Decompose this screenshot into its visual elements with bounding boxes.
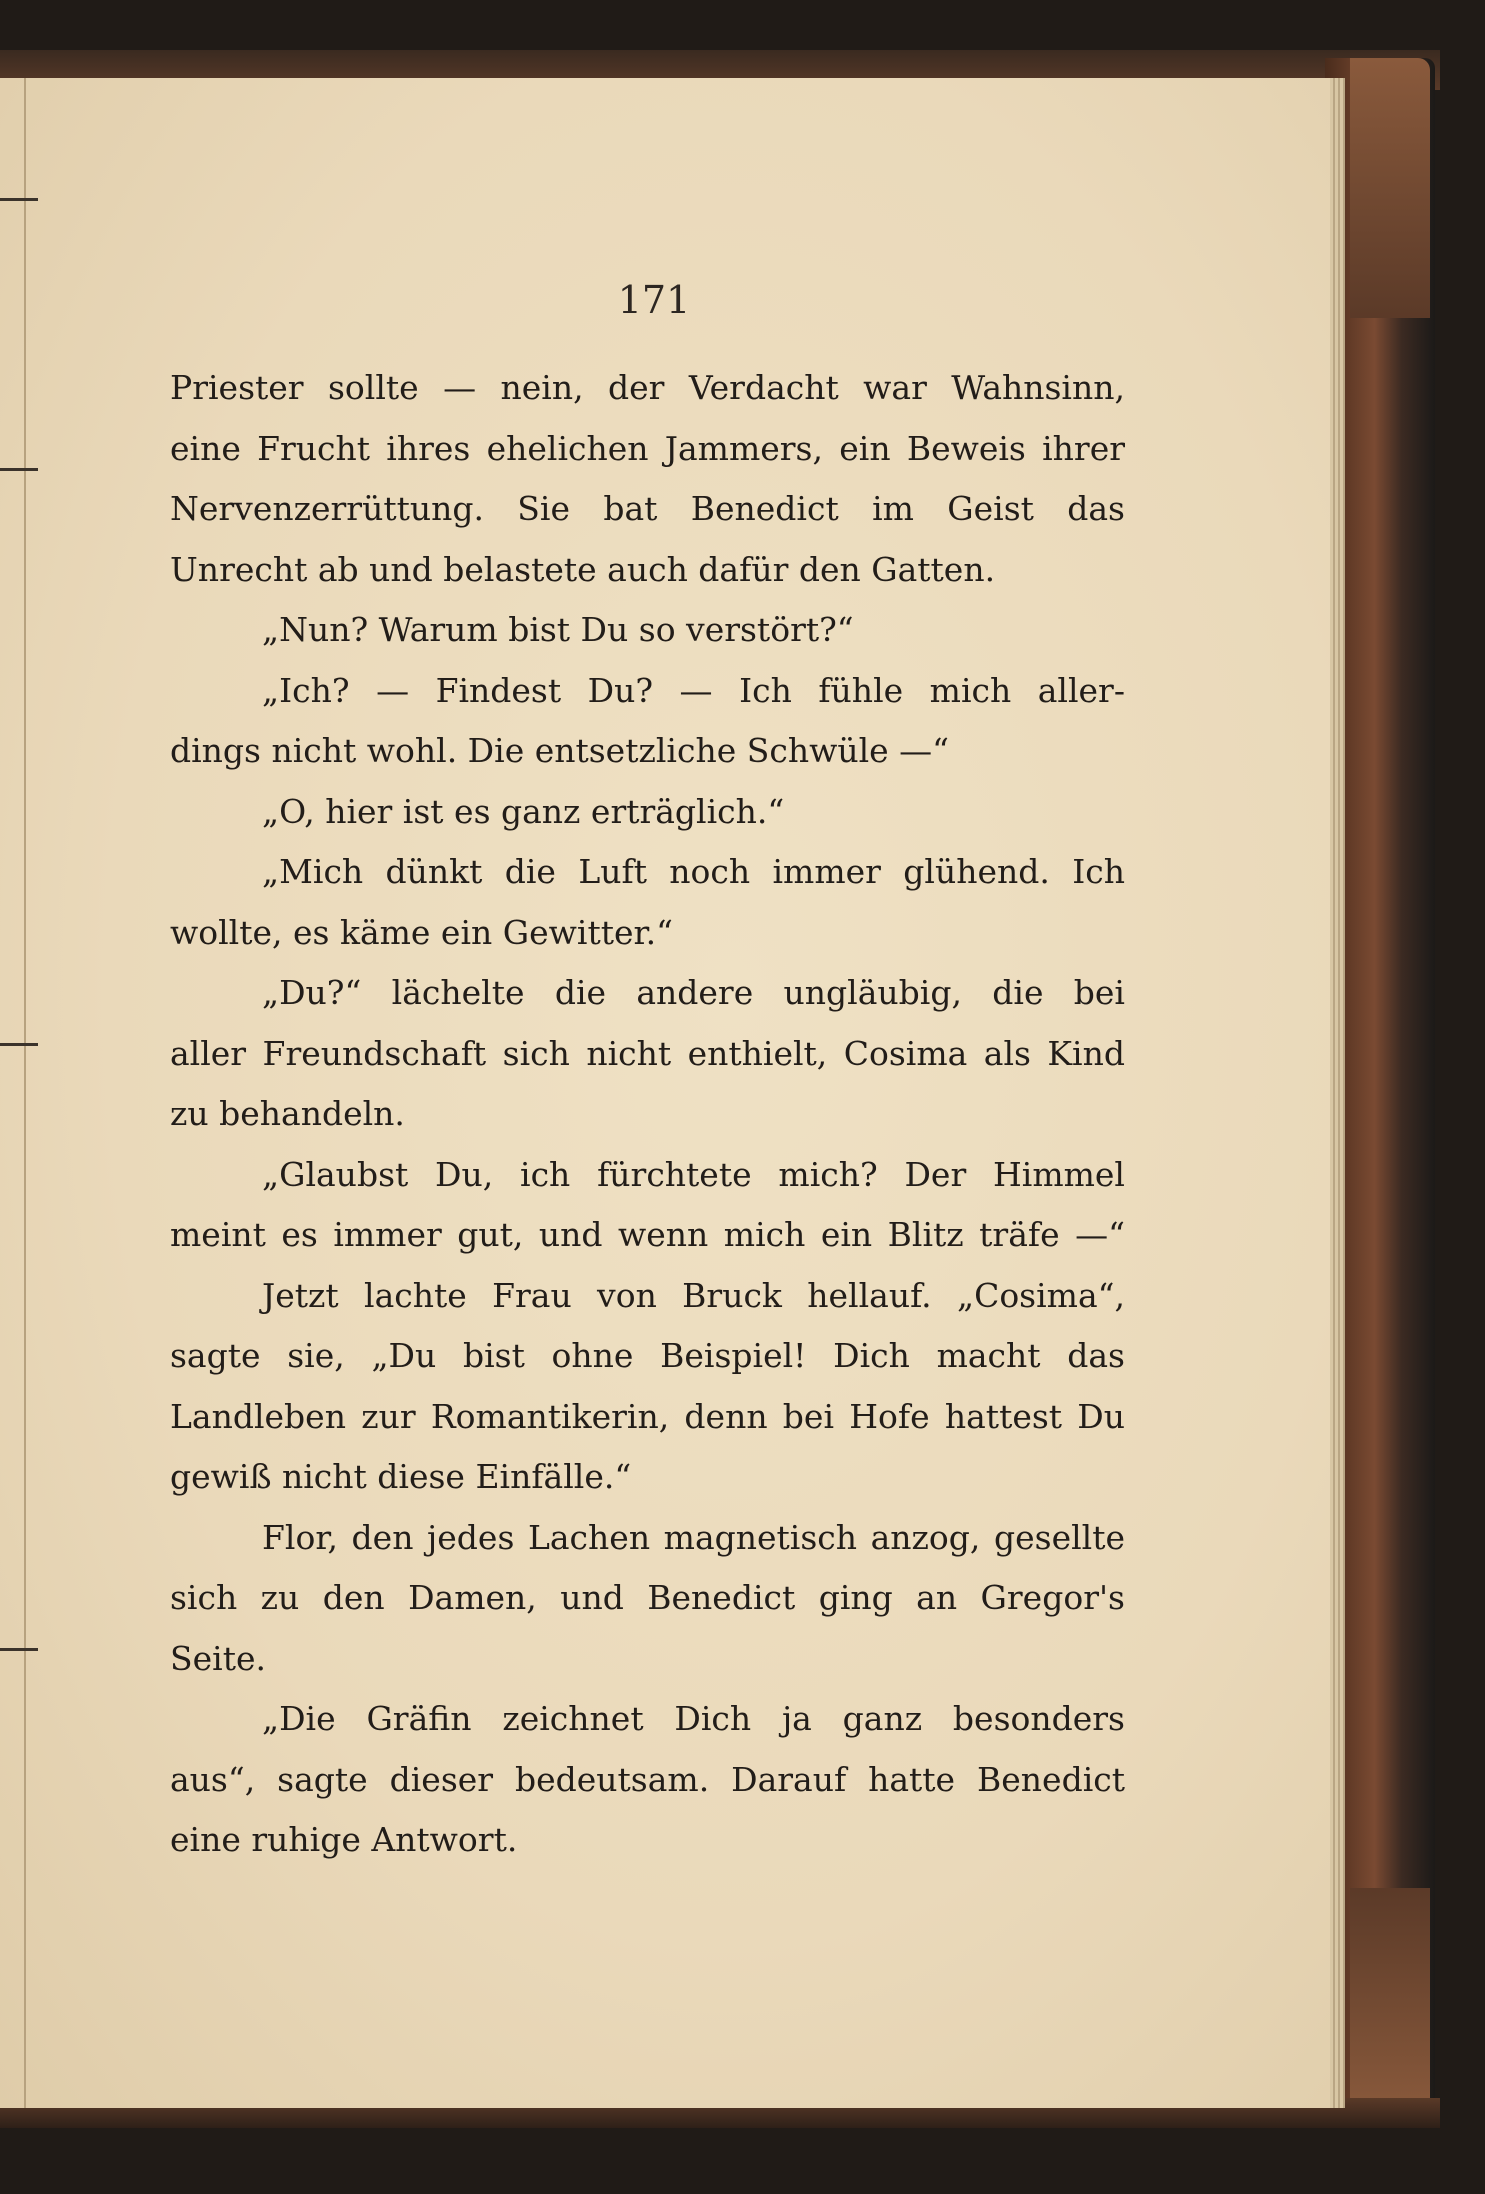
text-line: Priester sollte — nein, der Verdacht war Wahnsinn,: [170, 368, 1125, 407]
text-line: „O, hier ist es ganz erträglich.“: [262, 791, 785, 831]
gutter-mark: [0, 468, 38, 471]
text-line: Nervenzerrüttung. Sie bat Benedict im Geist das: [170, 489, 1125, 528]
text-line: gewiß nicht diese Einfälle.“: [170, 1457, 632, 1496]
text-line: Seite.: [170, 1638, 266, 1678]
text-line: dings nicht wohl. Die entsetzliche Schwüle —“: [170, 731, 950, 770]
text-line: eine ruhige Antwort.: [170, 1820, 518, 1859]
text-line: aller Freundschaft sich nicht enthielt, Cosima als Kind: [170, 1033, 1125, 1073]
text-line: „Die Gräfin zeichnet Dich ja ganz besonders: [262, 1699, 1125, 1738]
text-line: Jetzt lachte Frau von Bruck hellauf. „Cosima“,: [262, 1275, 1125, 1315]
text-line: sagte sie, „Du bist ohne Beispiel! Dich macht das: [170, 1336, 1125, 1375]
text-line: „Du?“ lächelte die andere ungläubig, die bei: [262, 973, 1125, 1012]
book-page: [0, 78, 1330, 2108]
text-line: „Mich dünkt die Luft noch immer glühend. Ich: [262, 852, 1125, 891]
page-number: 171: [617, 278, 691, 322]
text-line: eine Frucht ihres ehelichen Jammers, ein Beweis ihrer: [170, 428, 1125, 468]
text-line: „Ich? — Findest Du? — Ich fühle mich aller-: [262, 670, 1125, 710]
body-text: [170, 358, 1125, 1871]
text-line: Flor, den jedes Lachen magnetisch anzog, gesellte: [262, 1517, 1125, 1557]
leather-corner-top: [1350, 58, 1430, 318]
gutter-mark: [0, 1043, 38, 1046]
gutter-line: [24, 78, 26, 2108]
leather-corner-bottom: [1350, 1888, 1430, 2118]
text-line: sich zu den Damen, und Benedict ging an Gregor's: [170, 1578, 1125, 1617]
gutter-mark: [0, 1648, 38, 1651]
gutter-mark: [0, 198, 38, 201]
text-line: „Nun? Warum bist Du so verstört?“: [262, 610, 854, 649]
text-line: zu behandeln.: [170, 1094, 405, 1133]
text-line: Landleben zur Romantikerin, denn bei Hofe hattest Du: [170, 1396, 1125, 1436]
text-line: „Glaubst Du, ich fürchtete mich? Der Himmel: [262, 1154, 1125, 1194]
text-line: Unrecht ab und belastete auch dafür den Gatten.: [170, 549, 996, 589]
text-line: meint es immer gut, und wenn mich ein Blitz träfe —“: [170, 1215, 1125, 1254]
text-line: aus“, sagte dieser bedeutsam. Darauf hatte Benedict: [170, 1759, 1125, 1799]
text-line: wollte, es käme ein Gewitter.“: [170, 912, 674, 952]
